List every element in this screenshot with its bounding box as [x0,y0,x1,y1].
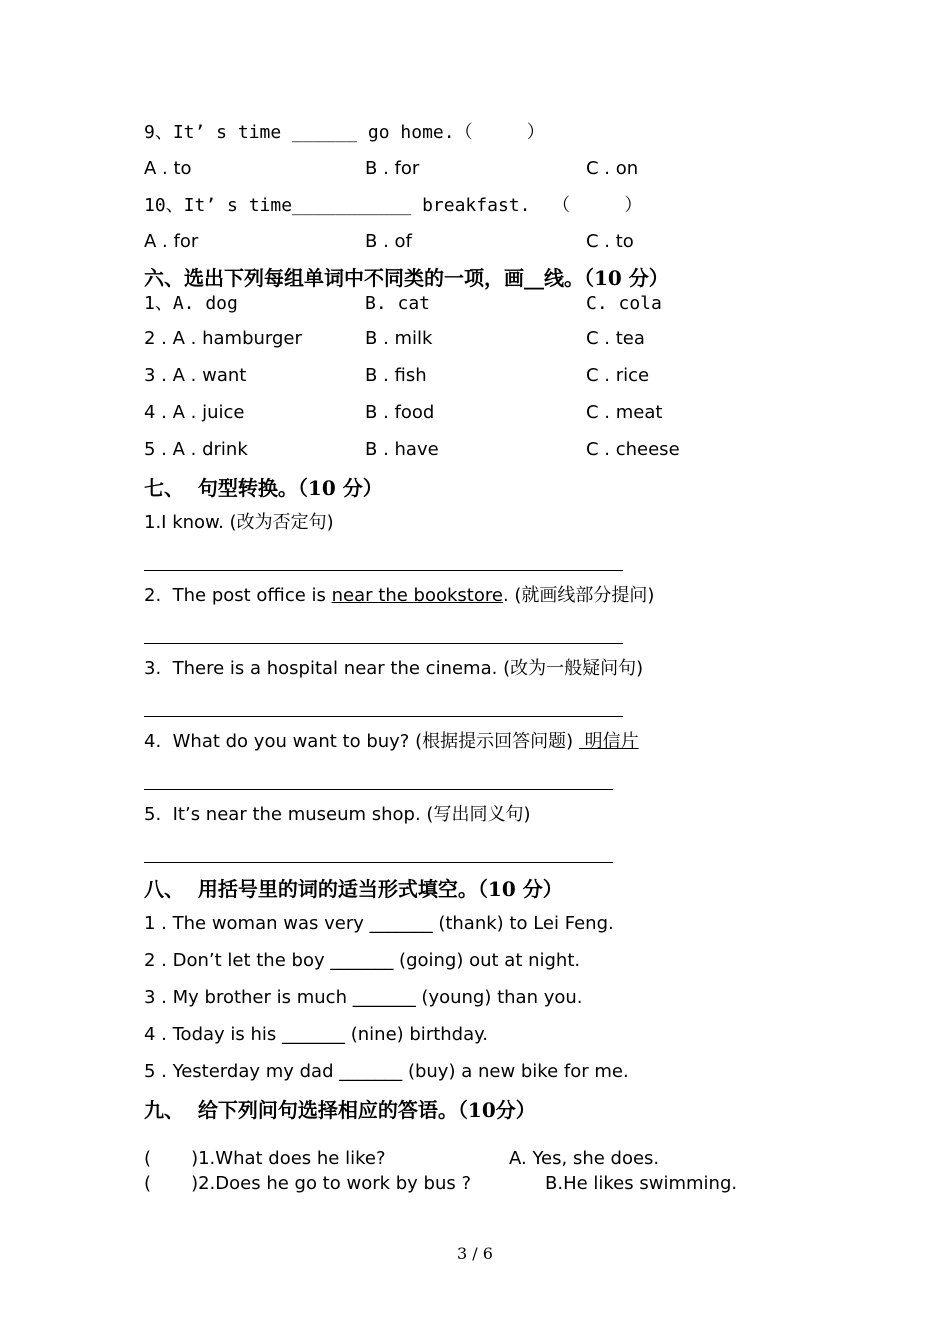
section-9-question-2: ( )2.Does he go to work by bus ? [144,1173,472,1194]
section-7-item-4: 4. What do you want to buy? (根据提示回答问题) 明信片 [144,731,639,752]
question-9-option-b: B . for [365,158,420,179]
section-7-item-3: 3. There is a hospital near the cinema. (改为一般疑问句) [144,658,644,679]
section-9-question-1: ( )1.What does he like? [144,1148,386,1169]
underlined-phrase: near the bookstore [331,585,503,606]
section-6-row-1-b: B. cat [365,293,431,314]
answer-line-4[interactable] [144,789,613,790]
question-9-stem: 9、It’ s time ______ go home.（ ） [144,122,545,143]
section-6-row-5-b: B . have [365,439,439,460]
question-9-option-a: A . to [144,158,192,179]
section-7-title: 七、 句型转换。（10 分） [144,476,383,500]
section-6-row-4-c: C . meat [586,402,663,423]
section-6-row-5-c: C . cheese [586,439,680,460]
section-6-row-5-a: 5 . A . drink [144,439,248,460]
section-8-title: 八、 用括号里的词的适当形式填空。（10 分） [144,877,563,901]
hint-word: 明信片 [578,731,639,752]
question-9-option-c: C . on [586,158,639,179]
section-8-item-1: 1 . The woman was very _______ (thank) to Lei Feng. [144,913,614,934]
question-10-option-b: B . of [365,231,412,252]
page-number: 3 / 6 [457,1244,493,1263]
answer-line-3[interactable] [144,716,623,717]
section-6-row-4-a: 4 . A . juice [144,402,245,423]
answer-line-2[interactable] [144,643,623,644]
section-6-title: 六、选出下列每组单词中不同类的一项，画__线。（10 分） [144,266,669,290]
answer-line-5[interactable] [144,862,613,863]
section-6-row-1-a: 1、A. dog [144,293,238,314]
section-7-item-5: 5. It’s near the museum shop. (写出同义句) [144,804,531,825]
section-7-item-2: 2. The post office is near the bookstore. (就画线部分提问) [144,585,655,606]
section-8-item-2: 2 . Don’t let the boy _______ (going) out at night. [144,950,581,971]
section-9-answer-a: A. Yes, she does. [509,1148,660,1169]
section-6-row-3-b: B . fish [365,365,427,386]
answer-line-1[interactable] [144,570,623,571]
section-6-row-2-b: B . milk [365,328,433,349]
section-8-item-3: 3 . My brother is much _______ (young) than you. [144,987,583,1008]
section-9-title: 九、 给下列问句选择相应的答语。（10分） [144,1098,536,1122]
section-6-row-1-c: C. cola [586,293,662,314]
section-9-answer-b: B.He likes swimming. [545,1173,738,1194]
section-6-row-3-c: C . rice [586,365,650,386]
section-6-row-2-c: C . tea [586,328,645,349]
question-10-option-a: A . for [144,231,199,252]
section-7-item-1: 1.I know. (改为否定句) [144,512,334,533]
section-6-row-3-a: 3 . A . want [144,365,247,386]
section-8-item-4: 4 . Today is his _______ (nine) birthday. [144,1024,488,1045]
section-6-row-4-b: B . food [365,402,435,423]
section-6-row-2-a: 2 . A . hamburger [144,328,302,349]
section-8-item-5: 5 . Yesterday my dad _______ (buy) a new bike for me. [144,1061,629,1082]
question-10-stem: 10、It’ s time___________ breakfast. （ ） [144,195,643,216]
question-10-option-c: C . to [586,231,634,252]
